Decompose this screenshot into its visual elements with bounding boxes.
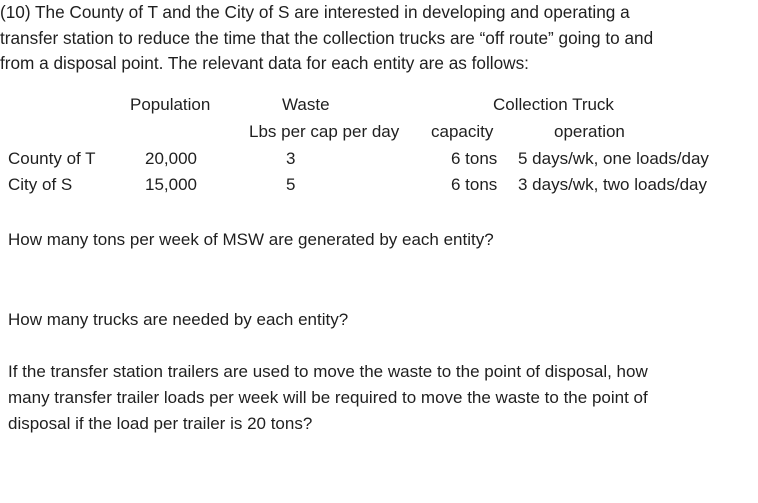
row-entity: City of S (8, 175, 73, 194)
question-3-line: many transfer trailer loads per week will be required to move the waste to the point of (8, 388, 648, 407)
row-population: 15,000 (145, 175, 197, 194)
question-3-line: disposal if the load per trailer is 20 tons? (8, 414, 313, 433)
row-operation: 3 days/wk, two loads/day (518, 175, 707, 194)
intro-line: from a disposal point. The relevant data for each entity are as follows: (0, 53, 529, 73)
question-3-line: If the transfer station trailers are used to move the waste to the point of disposal, how (8, 362, 648, 381)
intro-line: (10) The County of T and the City of S are interested in developing and operating a (0, 2, 630, 22)
row-capacity: 6 tons (451, 149, 498, 168)
question-2: How many trucks are needed by each entity? (8, 310, 349, 329)
header-collection-truck: Collection Truck (493, 95, 614, 114)
question-1: How many tons per week of MSW are generated by each entity? (8, 230, 494, 249)
header-waste: Waste (282, 95, 330, 114)
row-operation: 5 days/wk, one loads/day (518, 149, 709, 168)
header-waste-unit: Lbs per cap per day (249, 122, 400, 141)
intro-line: transfer station to reduce the time that the collection trucks are “off route” going to and (0, 27, 654, 48)
row-population: 20,000 (145, 149, 197, 168)
row-capacity: 6 tons (451, 175, 498, 194)
header-population: Population (130, 95, 211, 114)
row-entity: County of T (8, 149, 96, 168)
row-waste: 3 (286, 149, 296, 168)
row-waste: 5 (286, 175, 296, 194)
header-capacity: capacity (431, 122, 494, 141)
problem-intro (0, 0, 745, 77)
header-operation: operation (554, 122, 625, 141)
